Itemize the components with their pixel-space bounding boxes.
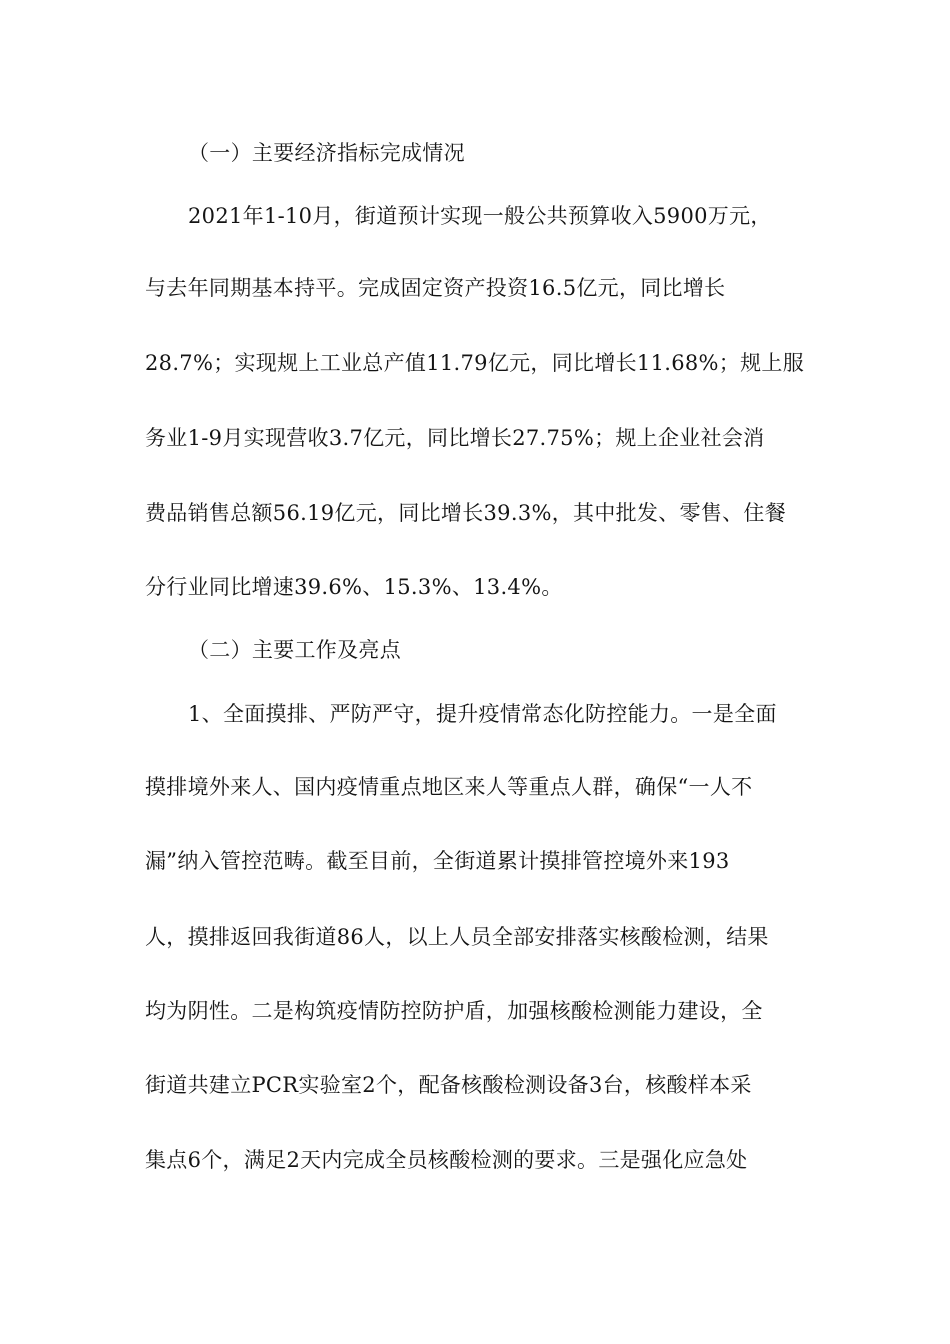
section-heading-main-work: （二）主要工作及亮点 (188, 638, 401, 662)
paragraph-line: 与去年同期基本持平。完成固定资产投资16.5亿元，同比增长 (145, 276, 726, 300)
paragraph-line: 集点6个，满足2天内完成全员核酸检测的要求。三是强化应急处 (145, 1148, 748, 1172)
paragraph-line: 费品销售总额56.19亿元，同比增长39.3%，其中批发、零售、住餐 (145, 501, 787, 525)
paragraph-line: 务业1-9月实现营收3.7亿元，同比增长27.75%；规上企业社会消 (145, 426, 765, 450)
paragraph-line: 摸排境外来人、国内疫情重点地区来人等重点人群，确保“一人不 (145, 775, 753, 799)
paragraph-line: 1、全面摸排、严防严守，提升疫情常态化防控能力。一是全面 (188, 702, 777, 726)
paragraph-line: 分行业同比增速39.6%、15.3%、13.4%。 (145, 575, 563, 599)
paragraph-line: 漏”纳入管控范畴。截至目前，全街道累计摸排管控境外来193 (145, 849, 730, 873)
paragraph-line: 28.7%；实现规上工业总产值11.79亿元，同比增长11.68%；规上服 (145, 351, 805, 375)
paragraph-line: 2021年1-10月，街道预计实现一般公共预算收入5900万元， (188, 204, 772, 228)
section-heading-economic-indicators: （一）主要经济指标完成情况 (188, 141, 465, 165)
paragraph-line: 人，摸排返回我街道86人，以上人员全部安排落实核酸检测，结果 (145, 925, 769, 949)
paragraph-line: 均为阴性。二是构筑疫情防控防护盾，加强核酸检测能力建设，全 (145, 999, 763, 1023)
paragraph-line: 街道共建立PCR实验室2个，配备核酸检测设备3台，核酸样本采 (145, 1073, 752, 1097)
